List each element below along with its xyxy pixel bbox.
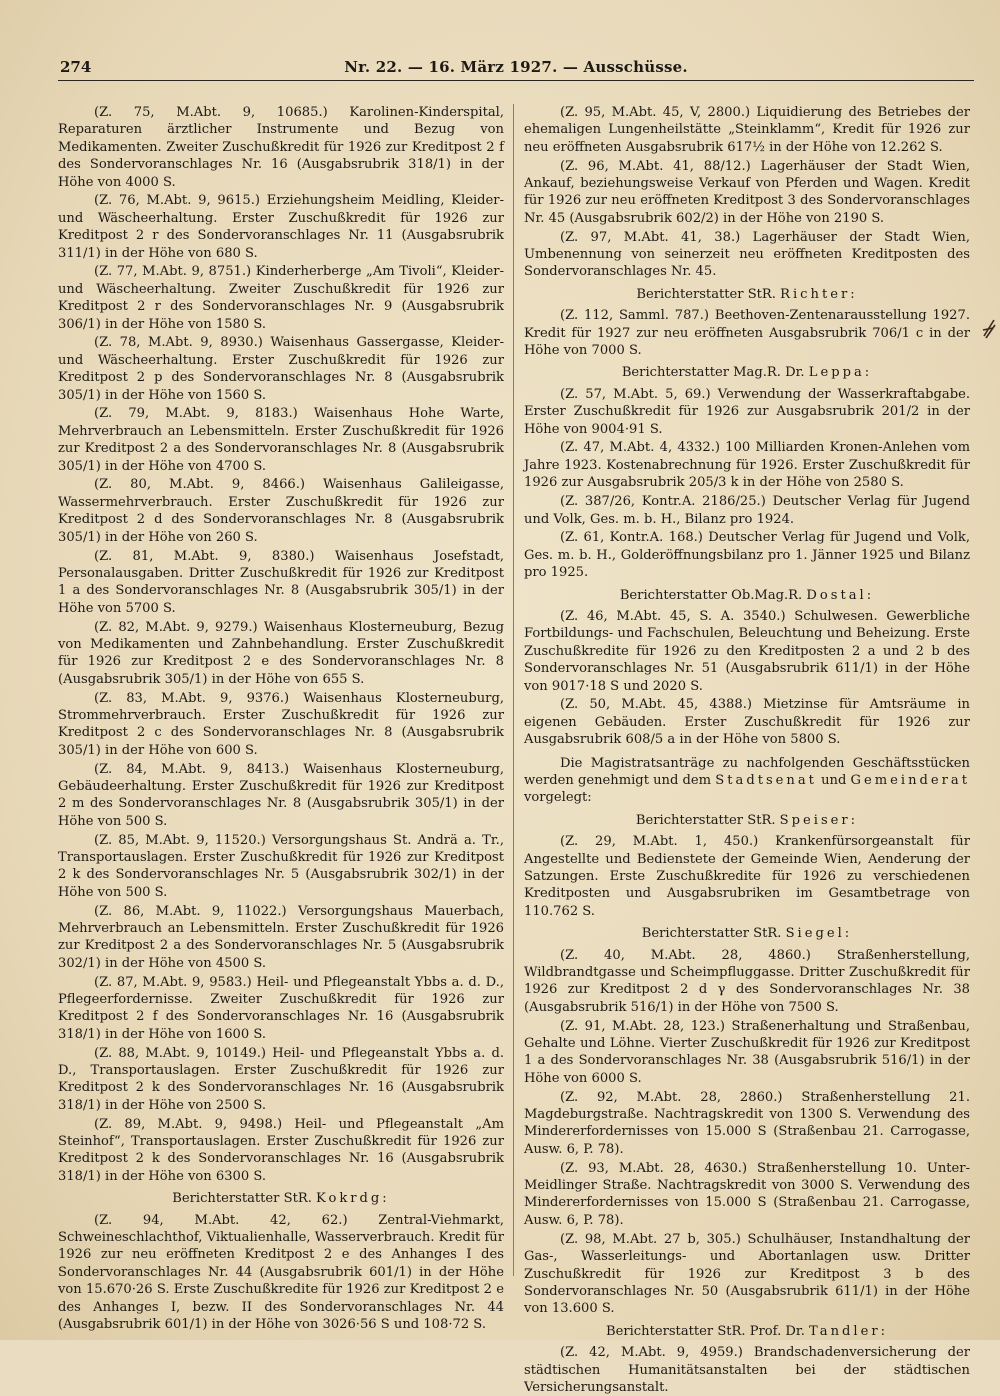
agenda-item: (Z. 88, M.Abt. 9, 10149.) Heil- und Pflegeanstalt Ybbs a. d. D., Transportauslagen. Erster Zuschußkredit für 1926 zur Kreditpost 2 k des Sondervoranschlages Nr. 16 (Ausgabsrubrik 318/1) in der Höhe von 2500 S.: [58, 1045, 504, 1113]
agenda-item: (Z. 93, M.Abt. 28, 4630.) Straßenherstellung 10. Unter-Meidlinger Straße. Nachtragskredit von 3000 S. Verwendung des Mindererfordernisses von 15.000 S (Straßenbau 21. Carrogasse, Ausw. 6, P. 78).: [524, 1160, 970, 1228]
agenda-item: (Z. 112, Samml. 787.) Beethoven-Zentenarausstellung 1927. Kredit für 1927 zur neu eröffneten Ausgabsrubrik 706/1 c in der Höhe von 7000 S.: [524, 308, 970, 359]
agenda-item: (Z. 42, M.Abt. 9, 4959.) Brandschadenversicherung der städtischen Humanitätsanstalten bei der städtischen Versicherungsanstalt.: [524, 1345, 970, 1395]
agenda-item: (Z. 97, M.Abt. 41, 38.) Lagerhäuser der Stadt Wien, Umbenennung von seinerzeit neu eröffneten Kreditposten des Sondervoranschlages Nr. 45.: [524, 229, 970, 280]
reporter-heading: [524, 812, 970, 829]
agenda-item: (Z. 87, M.Abt. 9, 9583.) Heil- und Pflegeanstalt Ybbs a. d. D., Pflegeerfordernisse. Zweiter Zuschußkredit für 1926 zur Kreditpost 2 f des Sondervoranschlages Nr. 16 (Ausgabsrubrik 318/1) in der Höhe von 1600 S.: [58, 974, 504, 1042]
ink-mark-icon: [982, 316, 996, 342]
reporter-name: Siegel:: [785, 926, 853, 942]
reporter-prefix: Berichterstatter StR.: [635, 812, 776, 828]
agenda-item: (Z. 79, M.Abt. 9, 8183.) Waisenhaus Hohe Warte, Mehrverbrauch an Lebensmitteln. Erster Zuschußkredit für 1926 zur Kreditpost 2 a des Sondervoranschlages Nr. 8 (Ausgabsrubrik 305/1) in der Höhe von 4700 S.: [58, 406, 504, 474]
agenda-item: (Z. 47, M.Abt. 4, 4332.) 100 Milliarden Kronen-Anlehen vom Jahre 1923. Kostenabrechnung für 1926. Erster Zuschußkredit für 1926 zur Ausgabsrubrik 205/3 k in der Höhe von 2580 S.: [524, 440, 970, 491]
agenda-item: (Z. 81, M.Abt. 9, 8380.) Waisenhaus Josefstadt, Personalausgaben. Dritter Zuschußkredit für 1926 zur Kreditpost 1 a des Sondervoranschlages Nr. 8 (Ausgabsrubrik 305/1) in der Höhe von 5700 S.: [58, 548, 504, 616]
page-number: 274: [60, 58, 92, 76]
paragraph-group: [58, 104, 504, 1185]
paragraph-group: [524, 608, 970, 749]
paragraph-group: [524, 1344, 970, 1396]
reporter-prefix: Berichterstatter StR.: [172, 1191, 312, 1207]
reporter-prefix: Berichterstatter Mag.R. Dr.: [621, 365, 805, 381]
agenda-item: (Z. 61, Kontr.A. 168.) Deutscher Verlag für Jugend und Volk, Ges. m. b. H., Golderöffnungsbilanz pro 1. Jänner 1925 und Bilanz pro 1925.: [524, 530, 970, 581]
agenda-item: (Z. 91, M.Abt. 28, 123.) Straßenerhaltung und Straßenbau, Gehalte und Löhne. Vierter Zuschußkredit für 1926 zur Kreditpost 1 a des Sondervoranschlages Nr. 38 (Ausgabsrubrik 516/1) in der Höhe von 6000 S.: [524, 1018, 970, 1086]
column-divider: [513, 104, 514, 1276]
agenda-item: (Z. 82, M.Abt. 9, 9279.) Waisenhaus Klosterneuburg, Bezug von Medikamenten und Zahnbehandlung. Erster Zuschußkredit für 1926 zur Kreditpost 2 e des Sondervoranschlages Nr. 8 (Ausgabsrubrik 305/1) in der Höhe von 655 S.: [58, 619, 504, 687]
agenda-item: (Z. 77, M.Abt. 9, 8751.) Kinderherberge „Am Tivoli“, Kleider- und Wäscheerhaltung. Zweiter Zuschußkredit für 1926 zur Kreditpost 2 r des Sondervoranschlages Nr. 9 (Ausgabsrubrik 306/1) in der Höhe von 1580 S.: [58, 264, 504, 332]
intro-gemeinderat: Gemeinderat: [850, 772, 970, 788]
page-header: [58, 58, 974, 81]
agenda-item: (Z. 83, M.Abt. 9, 9376.) Waisenhaus Klosterneuburg, Strommehrverbrauch. Erster Zuschußkredit für 1926 zur Kreditpost 2 c des Sondervoranschlages Nr. 8 (Ausgabsrubrik 305/1) in der Höhe von 600 S.: [58, 690, 504, 758]
paragraph-group: [524, 947, 970, 1318]
agenda-item: (Z. 78, M.Abt. 9, 8930.) Waisenhaus Gassergasse, Kleider- und Wäscheerhaltung. Erster Zuschußkredit für 1926 zur Kreditpost 2 p des Sondervoranschlages Nr. 8 (Ausgabsrubrik 305/1) in der Höhe von 1560 S.: [58, 335, 504, 403]
reporter-prefix: Berichterstatter StR. Prof. Dr.: [605, 1323, 805, 1339]
agenda-item: (Z. 40, M.Abt. 28, 4860.) Straßenherstellung, Wildbrandtgasse und Scheimpfluggasse. Dritter Zuschußkredit für 1926 zur Kreditpost 2 d γ des Sondervoranschlages Nr. 38 (Ausgabsrubrik 516/1) in der Höhe von 7500 S.: [524, 947, 970, 1015]
reporter-heading: [524, 364, 970, 381]
reporter-name: Kokrdg:: [316, 1191, 390, 1207]
running-head: Nr. 22. — 16. März 1927. — Ausschüsse.: [344, 58, 688, 76]
agenda-item: (Z. 50, M.Abt. 45, 4388.) Mietzinse für Amtsräume in eigenen Gebäuden. Erster Zuschußkredit für 1926 zur Ausgabsrubrik 608/5 a in der Höhe von 5800 S.: [524, 697, 970, 748]
resolution-intro: [524, 755, 970, 807]
agenda-item: (Z. 76, M.Abt. 9, 9615.) Erziehungsheim Meidling, Kleider- und Wäscheerhaltung. Erster Zuschußkredit für 1926 zur Kreditpost 2 r des Sondervoranschlages Nr. 11 (Ausgabsrubrik 311/1) in der Höhe von 680 S.: [58, 193, 504, 261]
reporter-heading: [524, 1323, 970, 1340]
intro-stadtsenat: Stadtsenat: [715, 772, 817, 788]
agenda-item: (Z. 95, M.Abt. 45, V, 2800.) Liquidierung des Betriebes der ehemaligen Lungenheilstätte „Steinklamm“, Kredit für 1926 zur neu eröffneten Ausgabsrubrik 617½ in der Höhe von 12.262 S.: [524, 105, 970, 155]
agenda-item: (Z. 98, M.Abt. 27 b, 305.) Schulhäuser, Instandhaltung der Gas-, Wasserleitungs- und Abortanlagen usw. Dritter Zuschußkredit für 1926 zur Kreditpost 3 b des Sondervoranschlages Nr. 50 (Ausgabsrubrik 611/1) in der Höhe von 13.600 S.: [524, 1231, 970, 1317]
reporter-prefix: Berichterstatter StR.: [636, 286, 776, 302]
agenda-item: (Z. 84, M.Abt. 9, 8413.) Waisenhaus Klosterneuburg, Gebäudeerhaltung. Erster Zuschußkredit für 1926 zur Kreditpost 2 m des Sondervoranschlages Nr. 8 (Ausgabsrubrik 305/1) in der Höhe von 500 S.: [58, 761, 504, 829]
reporter-heading: [58, 1190, 504, 1207]
agenda-item: (Z. 85, M.Abt. 9, 11520.) Versorgungshaus St. Andrä a. Tr., Transportauslagen. Erster Zuschußkredit für 1926 zur Kreditpost 2 k des Sondervoranschlages Nr. 5 (Ausgabsrubrik 302/1) in der Höhe von 500 S.: [58, 832, 504, 900]
intro-text: Die Magistratsanträge zu nachfolgenden Geschäftsstücken werden genehmigt und dem: [524, 755, 970, 788]
reporter-heading: [524, 286, 970, 303]
right-column: [524, 104, 970, 1395]
intro-text: vorgelegt:: [524, 790, 592, 806]
agenda-item: (Z. 387/26, Kontr.A. 2186/25.) Deutscher Verlag für Jugend und Volk, Ges. m. b. H., Bilanz pro 1924.: [524, 494, 970, 527]
paragraph-group: [58, 1212, 504, 1334]
paragraph-group: [524, 104, 970, 281]
paragraph-group: [524, 307, 970, 359]
reporter-name: Leppa:: [808, 365, 873, 381]
reporter-prefix: Berichterstatter StR.: [641, 926, 782, 942]
agenda-item: (Z. 29, M.Abt. 1, 450.) Krankenfürsorgeanstalt für Angestellte und Bedienstete der Gemeinde Wien, Aenderung der Satzungen. Erste Zuschußkredite für 1926 zu verschiedenen Kreditposten und Ausgabsrubriken im Gesamtbetrage von 110.762 S.: [524, 834, 970, 919]
reporter-name: Richter:: [780, 286, 858, 302]
reporter-name: Speiser:: [779, 812, 859, 828]
agenda-item: (Z. 46, M.Abt. 45, S. A. 3540.) Schulwesen. Gewerbliche Fortbildungs- und Fachschulen, Beleuchtung und Beheizung. Erste Zuschußkredite für 1926 zu den Kreditposten 2 a und 2 b des Sondervoranschlages Nr. 51 (Ausgabsrubrik 611/1) in der Höhe von 9017·18 S und 2020 S.: [524, 608, 970, 694]
text-columns: [58, 104, 978, 1395]
agenda-item: (Z. 96, M.Abt. 41, 88/12.) Lagerhäuser der Stadt Wien, Ankauf, beziehungsweise Verkauf von Pferden und Wagen. Kredit für 1926 zur neu eröffneten Kreditpost 3 des Sondervoranschlages Nr. 45 (Ausgabsrubrik 602/2) in der Höhe von 2190 S.: [524, 158, 970, 226]
paragraph-group: [524, 833, 970, 920]
agenda-item: (Z. 80, M.Abt. 9, 8466.) Waisenhaus Galileigasse, Wassermehrverbrauch. Erster Zuschußkredit für 1926 zur Kreditpost 2 d des Sondervoranschlages Nr. 8 (Ausgabsrubrik 305/1) in der Höhe von 260 S.: [58, 477, 504, 545]
agenda-item: (Z. 75, M.Abt. 9, 10685.) Karolinen-Kinderspital, Reparaturen ärztlicher Instrumente und Bezug von Medikamenten. Zweiter Zuschußkredit für 1926 zur Kreditpost 2 f des Sondervoranschlages Nr. 16 (Ausgabsrubrik 318/1) in der Höhe von 4000 S.: [58, 105, 504, 190]
paragraph-group: [524, 386, 970, 582]
agenda-item: (Z. 92, M.Abt. 28, 2860.) Straßenherstellung 21. Magdeburgstraße. Nachtragskredit von 1300 S. Verwendung des Mindererfordernisses von 15.000 S (Straßenbau 21. Carrogasse, Ausw. 6, P. 78).: [524, 1089, 970, 1157]
agenda-item: (Z. 94, M.Abt. 42, 62.) Zentral-Viehmarkt, Schweineschlachthof, Viktualienhalle, Wasserverbrauch. Kredit für 1926 zur neu eröffneten Kreditpost 2 e des Anhanges I des Sondervoranschlages Nr. 44 (Ausgabsrubrik 601/1) in der Höhe von 15.670·26 S. Erste Zuschußkredite für 1926 zur Kreditpost 2 e des Anhanges I, bezw. II des Sondervoranschlages Nr. 44 (Ausgabsrubrik 601/1) in der Höhe von 3026·56 S und 108·72 S.: [58, 1212, 504, 1333]
reporter-name: Tandler:: [809, 1323, 888, 1339]
agenda-item: (Z. 86, M.Abt. 9, 11022.) Versorgungshaus Mauerbach, Mehrverbrauch an Lebensmitteln. Erster Zuschußkredit für 1926 zur Kreditpost 2 a des Sondervoranschlages Nr. 5 (Ausgabsrubrik 302/1) in der Höhe von 4500 S.: [58, 903, 504, 971]
intro-text: und: [816, 772, 851, 788]
left-column: [58, 104, 504, 1333]
agenda-item: (Z. 57, M.Abt. 5, 69.) Verwendung der Wasserkraftabgabe. Erster Zuschußkredit für 1926 zur Ausgabsrubrik 201/2 in der Höhe von 9004·91 S.: [524, 386, 970, 437]
reporter-prefix: Berichterstatter Ob.Mag.R.: [619, 587, 803, 603]
agenda-item: (Z. 89, M.Abt. 9, 9498.) Heil- und Pflegeanstalt „Am Steinhof“, Transportauslagen. Erster Zuschußkredit für 1926 zur Kreditpost 2 k des Sondervoranschlages Nr. 16 (Ausgabsrubrik 318/1) in der Höhe von 6300 S.: [58, 1116, 504, 1184]
reporter-heading: [524, 587, 970, 604]
reporter-heading: [524, 925, 970, 942]
reporter-name: Dostal:: [806, 587, 875, 603]
